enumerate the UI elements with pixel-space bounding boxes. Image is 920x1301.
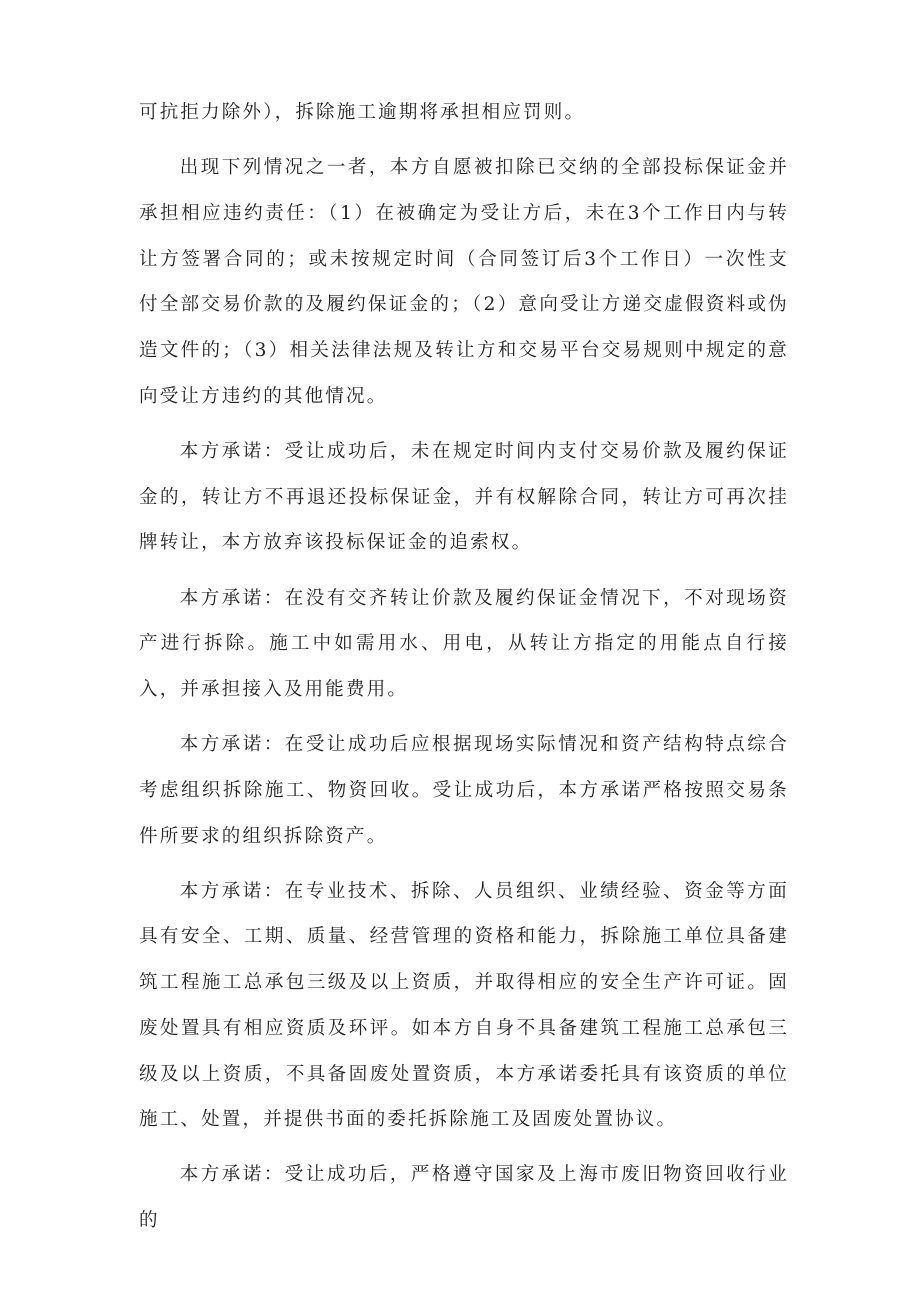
paragraph-commitment-payment: 本方承诺：受让成功后，未在规定时间内支付交易价款及履约保证金的，转让方不再退还投标保证金，并有权解除合同，转让方可再次挂牌转让，本方放弃该投标保证金的追索权。 — [139, 440, 789, 554]
paragraph-commitment-no-demolition: 本方承诺：在没有交齐转让价款及履约保证金情况下，不对现场资产进行拆除。施工中如需用水、用电，从转让方指定的用能点自行接入，并承担接入及用能费用。 — [139, 587, 789, 700]
paragraph-breach-conditions: 出现下列情况之一者，本方自愿被扣除已交纳的全部投标保证金并承担相应违约责任：（1）在被确定为受让方后，未在3个工作日内与转让方签署合同的；或未按规定时间（合同签订后3个工作日）一次性支付全部交易价款的及履约保证金的；（2）意向受让方递交虚假资料或伪造文件的；（3）相关法律法规及转让方和交易平台交易规则中规定的意向受让方违约的其他情况。 — [139, 157, 789, 407]
paragraph-commitment-organize: 本方承诺：在受让成功后应根据现场实际情况和资产结构特点综合考虑组织拆除施工、物资回收。受让成功后，本方承诺严格按照交易条件所要求的组织拆除资产。 — [139, 734, 789, 847]
paragraph-continuation: 可抗拒力除外），拆除施工逾期将承担相应罚则。 — [139, 102, 586, 123]
paragraph-commitment-regulations: 本方承诺：受让成功后，严格遵守国家及上海市废旧物资回收行业的 — [139, 1164, 789, 1232]
paragraph-commitment-qualification: 本方承诺：在专业技术、拆除、人员组织、业绩经验、资金等方面具有安全、工期、质量、经营管理的资格和能力，拆除施工单位具备建筑工程施工总承包三级及以上资质，并取得相应的安全生产许可证。固废处置具有相应资质及环评。如本方自身不具备建筑工程施工总承包三级及以上资质，不具备固废处置资质，本方承诺委托具有该资质的单位施工、处置，并提供书面的委托拆除施工及固废处置协议。 — [139, 880, 789, 1131]
document-body — [139, 90, 789, 1253]
